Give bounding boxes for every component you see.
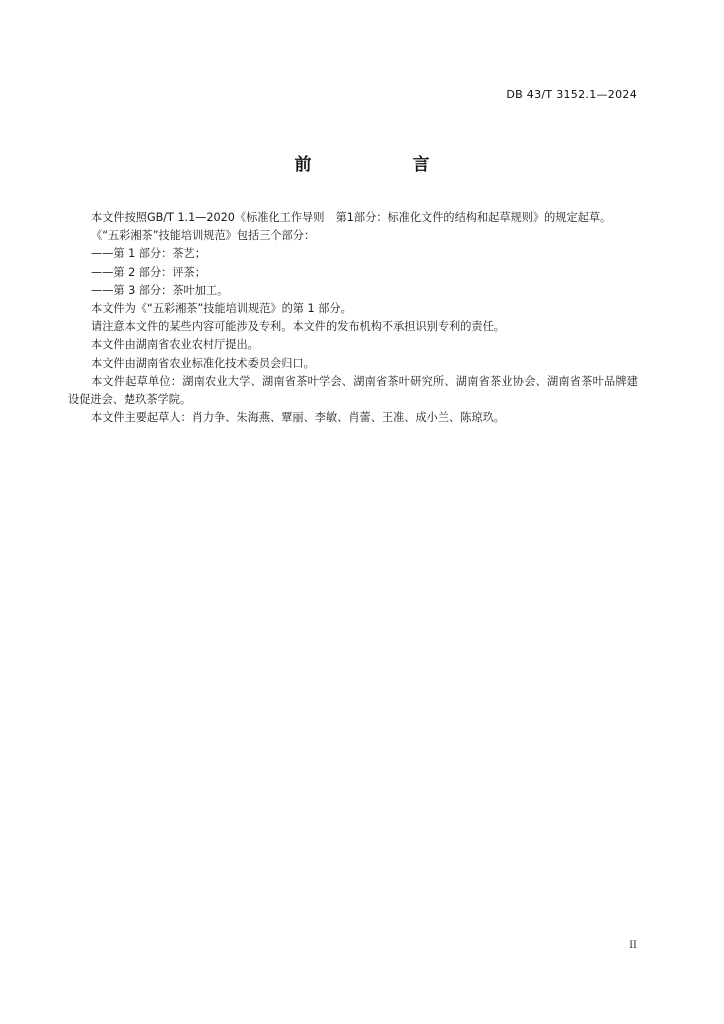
page-title: 前 言 xyxy=(294,155,472,175)
list-item-part-1: ——第 1 部分：茶艺； xyxy=(91,247,206,261)
document-code: DB 43/T 3152.1—2024 xyxy=(506,88,637,101)
paragraph-this-part: 本文件为《“五彩湘茶”技能培训规范》的第 1 部分。 xyxy=(91,302,352,316)
paragraph-under-jurisdiction: 本文件由湖南省农业标准化技术委员会归口。 xyxy=(91,356,315,370)
paragraph-patent-notice: 请注意本文件的某些内容可能涉及专利。本文件的发布机构不承担识别专利的责任。 xyxy=(91,320,505,334)
paragraph-main-drafters: 本文件主要起草人：肖力争、朱海燕、覃丽、李敏、肖蕾、王准、成小兰、陈琼玖。 xyxy=(91,411,505,425)
paragraph-drafting-organizations: 本文件起草单位：湖南农业大学、湖南省茶叶学会、湖南省茶叶研究所、湖南省茶业协会、湖南省茶叶品牌建设促进会、楚玖茶学院。 xyxy=(68,374,638,407)
paragraph-proposed-by: 本文件由湖南省农业农村厅提出。 xyxy=(91,338,259,352)
paragraph-drafting-basis: 本文件按照GB/T 1.1—2020《标准化工作导则 第1部分：标准化文件的结构和起草规则》的规定起草。 xyxy=(91,211,612,224)
foreword-body xyxy=(68,209,638,427)
paragraph-parts-intro: 《“五彩湘茶”技能培训规范》包括三个部分： xyxy=(91,229,316,243)
list-item-part-2: ——第 2 部分：评茶； xyxy=(91,265,206,279)
list-item-part-3: ——第 3 部分：茶叶加工。 xyxy=(91,283,229,297)
page-number: II xyxy=(629,940,637,951)
